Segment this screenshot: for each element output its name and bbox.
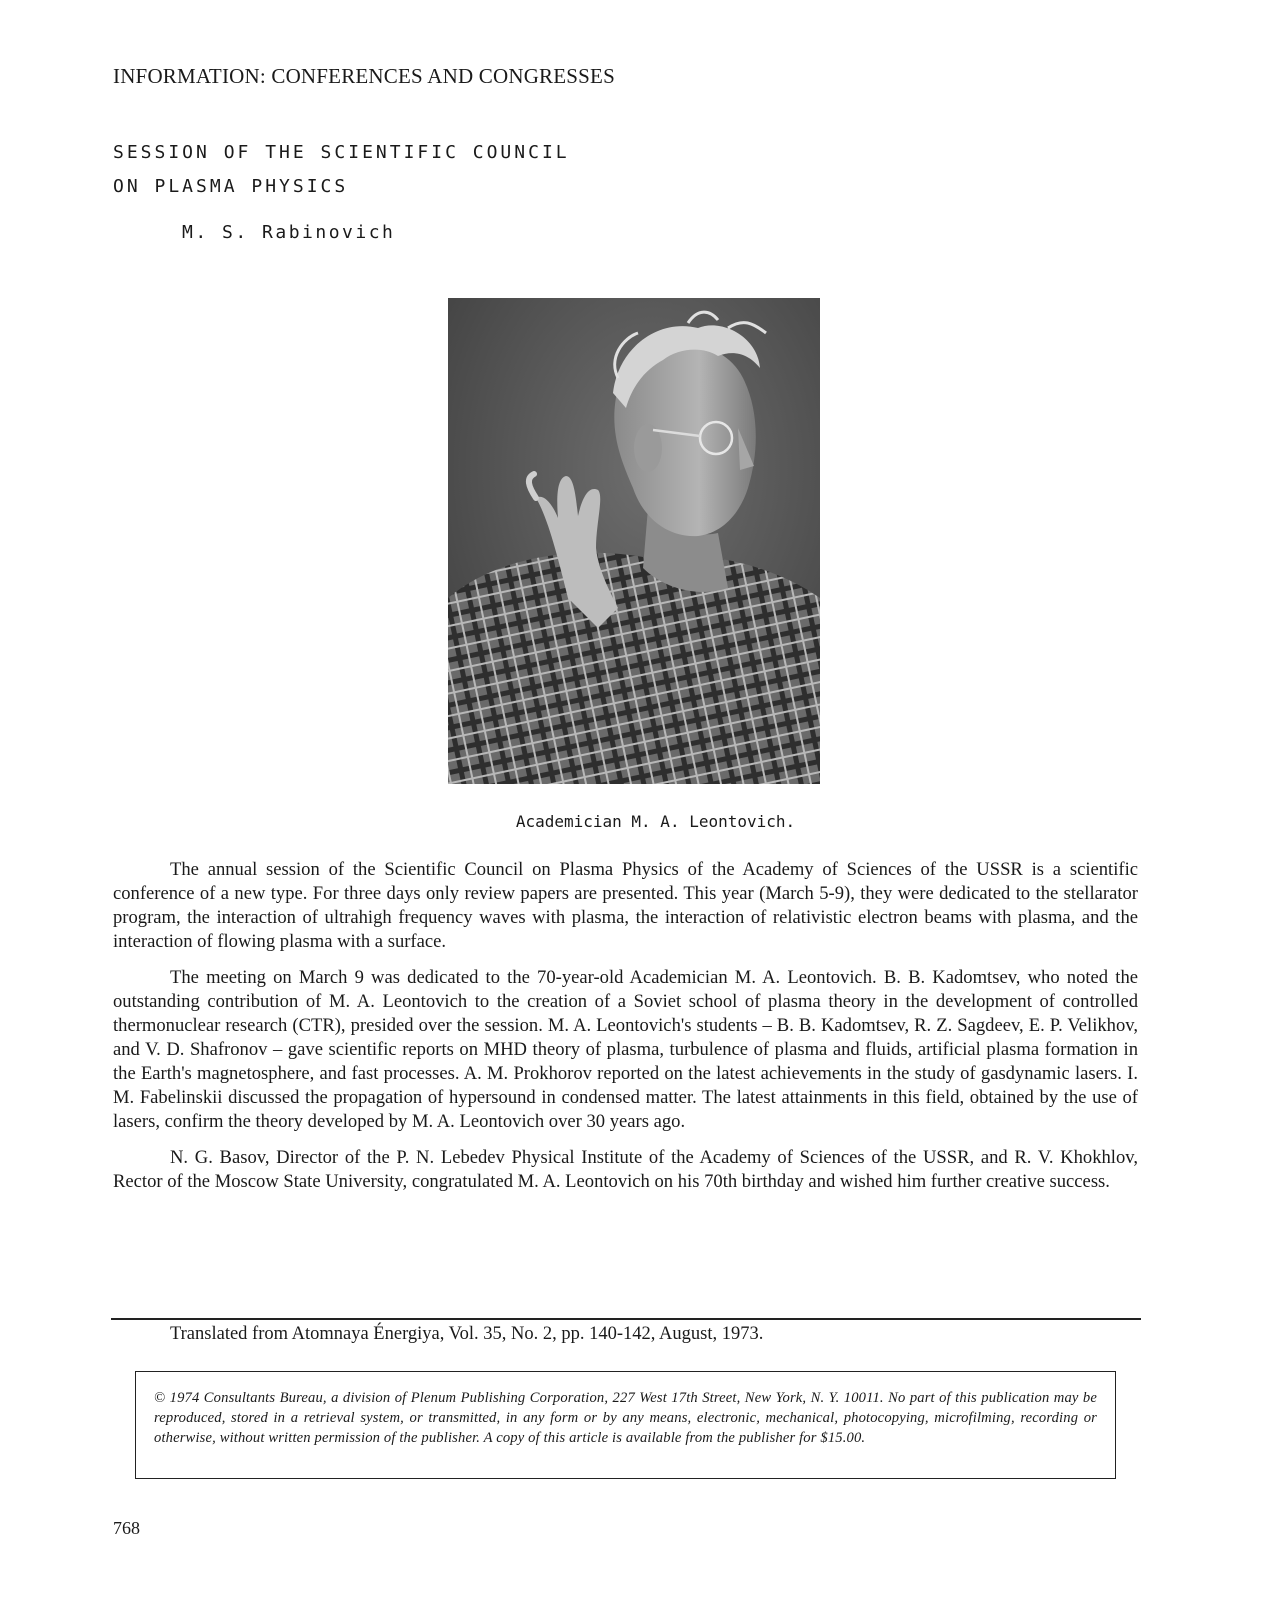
page-number: 768 bbox=[113, 1518, 140, 1538]
portrait-photo bbox=[448, 298, 820, 784]
paragraph-2: The meeting on March 9 was dedicated to the 70-year-old Academician M. A. Leontovich. B. B. Kadomtsev, who noted the outstanding contribution of M. A. Leontovich to the creation of a Soviet school of plasma theory in the development of controlled thermonuclear research (CTR), presided over the session. M. A. Leontovich's students – B. B. Kadomtsev, R. Z. Sagdeev, E. P. Velikhov, and V. D. Shafronov – gave scientific reports on MHD theory of plasma, turbulence of plasma and fluids, artificial plasma formation in the Earth's magnetosphere, and fast processes. A. M. Prokhorov reported on the latest achievements in the study of gasdynamic lasers. I. M. Fabelinskii discussed the propagation of hypersound in condensed matter. The latest attainments in this field, obtained by the use of lasers, confirm the theory developed by M. A. Leontovich over 30 years ago. bbox=[113, 967, 1138, 1132]
photo-caption: Academician M. A. Leontovich. bbox=[515, 812, 796, 831]
article-title-line-2: ON PLASMA PHYSICS bbox=[113, 176, 349, 197]
copyright-box bbox=[135, 1371, 1116, 1479]
section-heading: INFORMATION: CONFERENCES AND CONGRESSES bbox=[113, 64, 615, 88]
article-title-line-1: SESSION OF THE SCIENTIFIC COUNCIL bbox=[113, 142, 570, 163]
translation-note: Translated from Atomnaya Énergiya, Vol. 35, No. 2, pp. 140-142, August, 1973. bbox=[170, 1324, 764, 1344]
paragraph-1: The annual session of the Scientific Council on Plasma Physics of the Academy of Sciences of the USSR is a scientific conference of a new type. For three days only review papers are presented. This year (March 5-9), they were dedicated to the stellarator program, the interaction of ultrahigh frequency waves with plasma, the interaction of relativistic electron beams with plasma, and the interaction of flowing plasma with a surface. bbox=[113, 859, 1138, 952]
article-author: M. S. Rabinovich bbox=[182, 222, 396, 243]
article-body bbox=[113, 858, 1138, 1194]
copyright-notice: © 1974 Consultants Bureau, a division of Plenum Publishing Corporation, 227 West 17th Street, New York, N. Y. 10011. No part of this publication may be reproduced, stored in a retrieval system, or transmitted, in any form or by any means, electronic, mechanical, photocopying, microfilming, recording or otherwise, without written permission of the publisher. A copy of this article is available from the publisher for $15.00. bbox=[154, 1390, 1097, 1446]
footnote-divider bbox=[111, 1318, 1141, 1320]
paragraph-3: N. G. Basov, Director of the P. N. Lebedev Physical Institute of the Academy of Sciences of the USSR, and R. V. Khokhlov, Rector of the Moscow State University, congratulated M. A. Leontovich on his 70th birthday and wished him further creative success. bbox=[113, 1147, 1138, 1192]
